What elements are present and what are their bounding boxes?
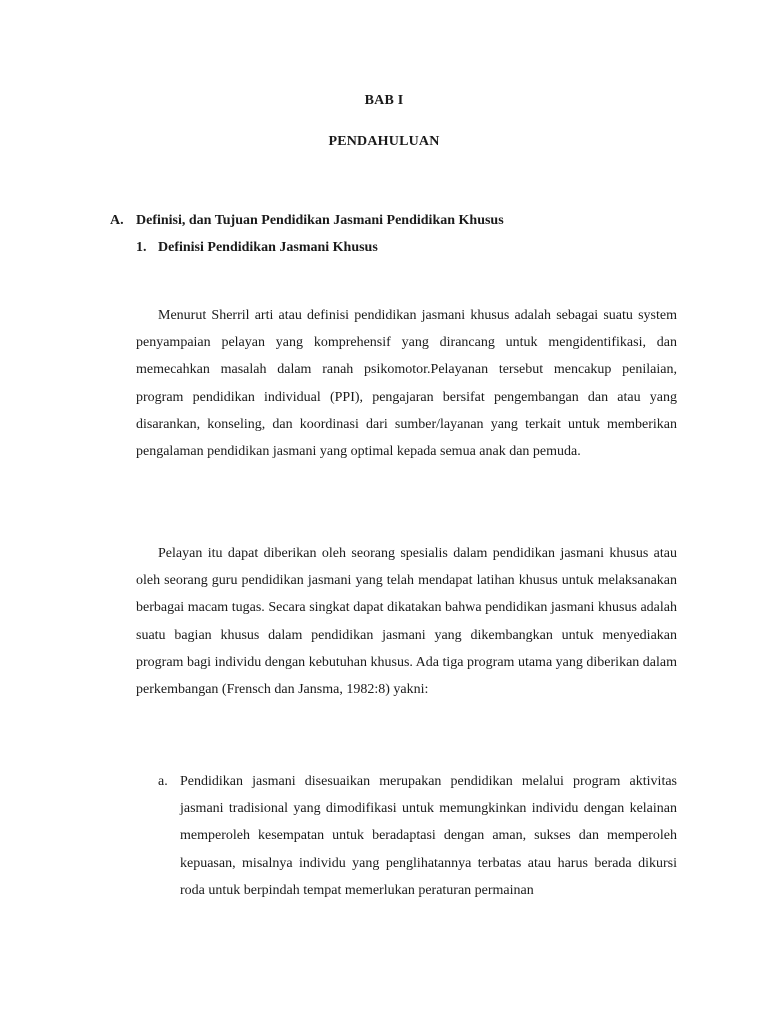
subsection-heading-1 (136, 240, 378, 256)
list-item-text: Pendidikan jasmani disesuaikan merupakan pendidikan melalui program aktivitas jasmani tradisional yang dimodifikasi untuk memungkinkan individu dengan kelainan memperoleh kesempatan untuk beradaptasi dengan aman, sukses dan memperoleh kepuasan, misalnya individu yang penglihatannya terbatas atau harus berada dikursi roda untuk berpindah tempat memerlukan peraturan permainan (180, 774, 677, 898)
paragraph-2: Pelayan itu dapat diberikan oleh seorang spesialis dalam pendidikan jasmani khusus atau oleh seorang guru pendidikan jasmani yang telah mendapat latihan khusus untuk melaksanakan berbagai macam tugas. Secara singkat dapat dikatakan bahwa pendidikan jasmani khusus adalah suatu bagian khusus dalam pendidikan jasmani yang dikembangkan untuk menyediakan program bagi individu dengan kebutuhan khusus. Ada tiga program utama yang diberikan dalam perkembangan (Frensch dan Jansma, 1982:8) yakni: (136, 546, 677, 698)
chapter-title: PENDAHULUAN (328, 134, 440, 149)
subsection-number: 1. (136, 240, 147, 255)
section-number: A. (110, 213, 124, 228)
list-item (158, 768, 677, 904)
chapter-label: BAB I (364, 93, 404, 108)
section-heading-a (110, 213, 504, 229)
subsection-title: Definisi Pendidikan Jasmani Khusus (158, 240, 378, 255)
list-marker: a. (158, 774, 168, 789)
section-title: Definisi, dan Tujuan Pendidikan Jasmani Pendidikan Khusus (136, 213, 504, 228)
paragraph-1: Menurut Sherril arti atau definisi pendidikan jasmani khusus adalah sebagai suatu system penyampaian pelayan yang komprehensif yang dirancang untuk mengidentifikasi, dan memecahkan masalah dalam ranah psikomotor.Pelayanan tersebut mencakup penilaian, program pendidikan individual (PPI), pengajaran bersifat pengembangan dan atau yang disarankan, konseling, dan koordinasi dari sumber/layanan yang terkait untuk memberikan pengalaman pendidikan jasmani yang optimal kepada semua anak dan pemuda. (136, 308, 677, 460)
